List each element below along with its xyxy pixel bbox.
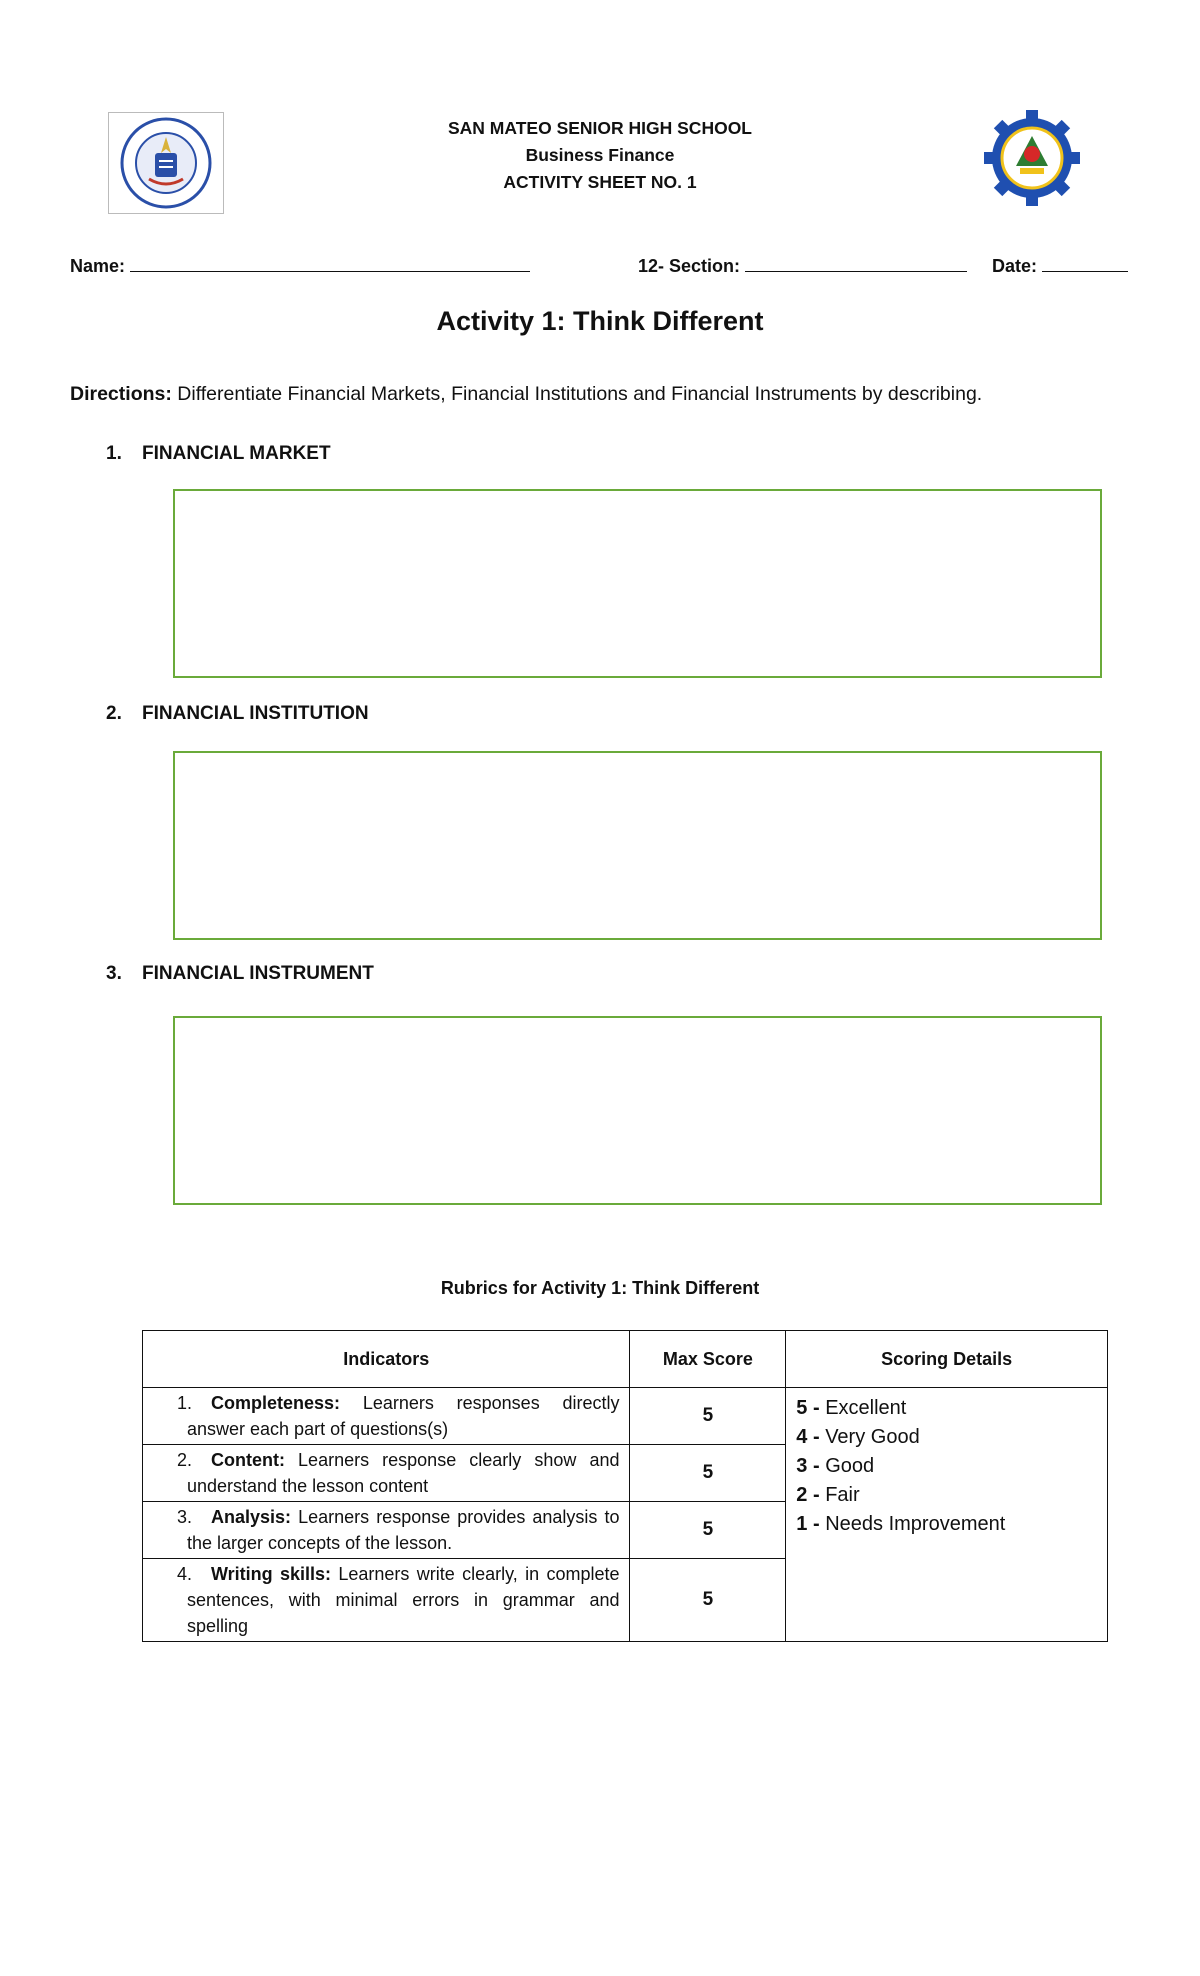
item-label: FINANCIAL INSTITUTION <box>142 703 369 724</box>
name-blank[interactable] <box>130 253 530 272</box>
indicator-cell <box>143 1502 630 1559</box>
indicator-number: 3. <box>177 1507 193 1527</box>
scoring-score: 4 - <box>796 1426 820 1448</box>
indicator-term: Analysis: <box>211 1507 292 1527</box>
section-label: 12- Section: <box>638 256 741 276</box>
item-number: 2. <box>106 703 122 724</box>
scoring-label: Very Good <box>819 1426 920 1448</box>
scoring-line <box>796 1423 1097 1452</box>
answer-box-financial-instrument[interactable] <box>173 1016 1102 1205</box>
scoring-label: Excellent <box>819 1397 907 1419</box>
item-label: FINANCIAL INSTRUMENT <box>142 963 374 984</box>
scoring-details-cell <box>786 1388 1108 1642</box>
school-gear-seal-icon <box>984 110 1080 206</box>
max-score-cell: 5 <box>630 1388 786 1445</box>
scoring-score: 1 - <box>796 1513 820 1535</box>
max-score-cell: 5 <box>630 1445 786 1502</box>
directions-text: Differentiate Financial Markets, Financial Institutions and Financial Instruments by describing. <box>171 383 983 405</box>
indicator-text: Learners responses directly answer each part of questions(s) <box>187 1393 620 1439</box>
scoring-score: 2 - <box>796 1484 820 1506</box>
indicator-cell <box>143 1559 630 1642</box>
school-name: SAN MATEO SENIOR HIGH SCHOOL <box>448 118 752 138</box>
item-number: 1. <box>106 443 122 464</box>
scoring-line <box>796 1510 1097 1539</box>
indicator-text: Learners write clearly, in complete sentences, with minimal errors in grammar and spelling <box>187 1564 620 1636</box>
scoring-label: Fair <box>819 1484 860 1506</box>
indicator-number: 4. <box>177 1564 193 1584</box>
col-max-score: Max Score <box>630 1331 786 1388</box>
scoring-line <box>796 1481 1097 1510</box>
directions-label: Directions: <box>70 383 172 405</box>
scoring-score: 3 - <box>796 1455 820 1477</box>
item-label: FINANCIAL MARKET <box>142 443 331 464</box>
scoring-label: Good <box>819 1455 875 1477</box>
subject-name: Business Finance <box>525 145 675 165</box>
item-financial-institution <box>106 703 369 725</box>
directions <box>70 383 1150 406</box>
section-blank[interactable] <box>745 253 967 272</box>
indicator-term: Completeness: <box>211 1393 341 1413</box>
indicator-number: 1. <box>177 1393 193 1413</box>
col-scoring-details: Scoring Details <box>786 1331 1108 1388</box>
rubric-header-row <box>143 1331 1108 1388</box>
indicator-cell <box>143 1445 630 1502</box>
name-label: Name: <box>70 256 126 276</box>
item-financial-market <box>106 443 331 465</box>
indicator-text: Learners response clearly show and understand the lesson content <box>187 1450 620 1496</box>
name-field[interactable] <box>70 253 530 277</box>
col-indicators: Indicators <box>143 1331 630 1388</box>
answer-box-financial-market[interactable] <box>173 489 1102 678</box>
max-score-cell: 5 <box>630 1559 786 1642</box>
date-blank[interactable] <box>1042 253 1128 272</box>
table-row <box>143 1388 1108 1445</box>
rubric-title: Rubrics for Activity 1: Think Different <box>440 1278 760 1298</box>
indicator-number: 2. <box>177 1450 193 1470</box>
answer-box-financial-institution[interactable] <box>173 751 1102 940</box>
scoring-score: 5 - <box>796 1397 820 1419</box>
deped-seal-logo <box>108 112 224 214</box>
max-score-cell: 5 <box>630 1502 786 1559</box>
activity-sheet-number: ACTIVITY SHEET NO. 1 <box>503 172 697 192</box>
item-number: 3. <box>106 963 122 984</box>
date-label: Date: <box>992 256 1038 276</box>
indicator-cell <box>143 1388 630 1445</box>
activity-title: Activity 1: Think Different <box>436 306 764 336</box>
deped-seal-icon <box>109 113 223 213</box>
scoring-label: Needs Improvement <box>819 1513 1006 1535</box>
indicator-text: Learners response provides analysis to the larger concepts of the lesson. <box>187 1507 620 1553</box>
scoring-line <box>796 1452 1097 1481</box>
indicator-term: Writing skills: <box>211 1564 332 1584</box>
rubric-table <box>142 1330 1108 1642</box>
indicator-term: Content: <box>211 1450 285 1470</box>
date-field[interactable] <box>992 253 1128 277</box>
item-financial-instrument <box>106 963 374 985</box>
school-gear-logo <box>984 110 1080 206</box>
scoring-line <box>796 1394 1097 1423</box>
section-field[interactable] <box>638 253 967 277</box>
